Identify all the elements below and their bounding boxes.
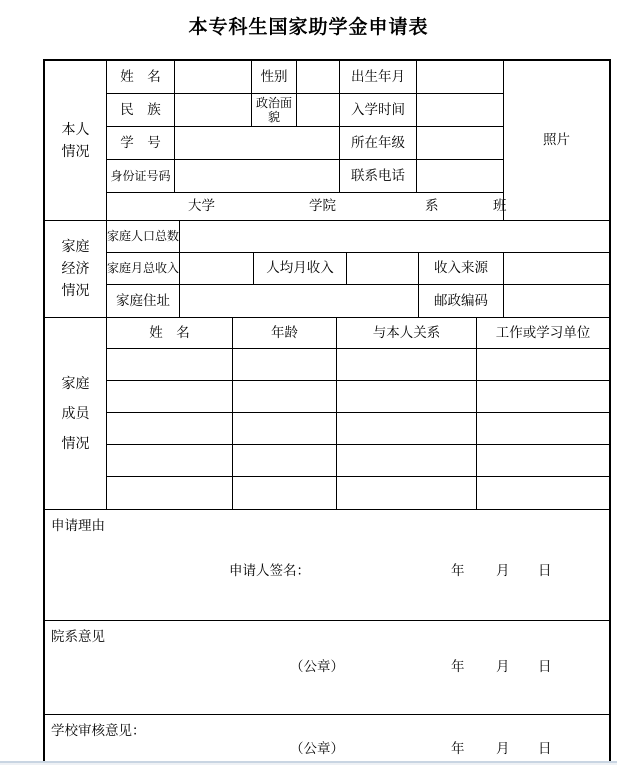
- political-status-label: 政治面貌: [252, 94, 297, 127]
- university-label: 大学: [188, 198, 215, 215]
- member-name-cell[interactable]: [107, 445, 233, 477]
- section-dept-opinion[interactable]: [45, 621, 609, 715]
- member-name-cell[interactable]: [107, 381, 233, 413]
- dept-day-label: 日: [538, 659, 552, 675]
- monthly-income-label: 家庭月总收入: [107, 253, 180, 285]
- income-source-input[interactable]: [504, 253, 609, 285]
- reason-label: 申请理由: [51, 518, 105, 534]
- address-input[interactable]: [180, 285, 419, 317]
- member-relation-cell[interactable]: [337, 381, 477, 413]
- member-age-cell[interactable]: [233, 381, 337, 413]
- member-relation-cell[interactable]: [337, 477, 477, 509]
- section-label-members: 家庭 成员 情况: [45, 318, 107, 509]
- member-relation-cell[interactable]: [337, 349, 477, 381]
- member-age-header: 年龄: [233, 318, 337, 349]
- section-school-opinion[interactable]: [45, 715, 609, 765]
- enroll-date-input[interactable]: [417, 94, 504, 127]
- student-id-input[interactable]: [175, 127, 340, 160]
- photo-area[interactable]: 照片: [543, 132, 570, 149]
- gender-input[interactable]: [297, 61, 340, 94]
- political-status-input[interactable]: [297, 94, 340, 127]
- member-age-cell[interactable]: [233, 413, 337, 445]
- grade-input[interactable]: [417, 127, 504, 160]
- gender-label: 性别: [252, 61, 297, 94]
- dept-month-label: 月: [496, 659, 510, 675]
- member-relation-cell[interactable]: [337, 445, 477, 477]
- income-source-label: 收入来源: [419, 253, 504, 285]
- reason-year-label: 年: [451, 563, 465, 579]
- ethnicity-label: 民 族: [107, 94, 175, 127]
- member-workunit-cell[interactable]: [477, 413, 609, 445]
- phone-input[interactable]: [417, 160, 504, 193]
- student-id-label: 学 号: [107, 127, 175, 160]
- monthly-income-input[interactable]: [180, 253, 254, 285]
- member-workunit-cell[interactable]: [477, 381, 609, 413]
- grade-label: 所在年级: [340, 127, 417, 160]
- birth-date-input[interactable]: [417, 61, 504, 94]
- member-age-cell[interactable]: [233, 477, 337, 509]
- member-relation-cell[interactable]: [337, 413, 477, 445]
- member-name-cell[interactable]: [107, 413, 233, 445]
- household-size-input[interactable]: [180, 221, 609, 253]
- member-workunit-cell[interactable]: [477, 445, 609, 477]
- applicant-signature-label: 申请人签名：: [229, 563, 310, 579]
- member-workunit-cell[interactable]: [477, 349, 609, 381]
- member-relation-header: 与本人关系: [337, 318, 477, 349]
- section-personal: [45, 61, 609, 221]
- member-name-header: 姓 名: [107, 318, 233, 349]
- id-number-label: 身份证号码: [107, 160, 175, 193]
- section-label-personal: 本人 情况: [45, 61, 107, 220]
- school-day-label: 日: [538, 741, 552, 757]
- ethnicity-input[interactable]: [175, 94, 252, 127]
- form-title: 本专科生国家助学金申请表: [188, 16, 429, 38]
- per-capita-income-input[interactable]: [347, 253, 419, 285]
- school-year-label: 年: [451, 741, 465, 757]
- member-name-cell[interactable]: [107, 349, 233, 381]
- enroll-date-label: 入学时间: [340, 94, 417, 127]
- member-workunit-header: 工作或学习单位: [477, 318, 609, 349]
- class-label: 班: [493, 198, 507, 215]
- school-seal-label: （公章）: [290, 741, 344, 757]
- school-month-label: 月: [496, 741, 510, 757]
- reason-month-label: 月: [496, 563, 510, 579]
- section-economy: [45, 221, 609, 318]
- college-label: 学院: [309, 198, 336, 215]
- name-input[interactable]: [175, 61, 252, 94]
- birth-date-label: 出生年月: [340, 61, 417, 94]
- id-number-input[interactable]: [175, 160, 340, 193]
- member-age-cell[interactable]: [233, 349, 337, 381]
- dept-opinion-label: 院系意见: [51, 629, 105, 645]
- postal-code-label: 邮政编码: [419, 285, 504, 317]
- application-form-table: [43, 59, 611, 765]
- per-capita-income-label: 人均月收入: [254, 253, 347, 285]
- phone-label: 联系电话: [340, 160, 417, 193]
- dept-year-label: 年: [451, 659, 465, 675]
- member-age-cell[interactable]: [233, 445, 337, 477]
- address-label: 家庭住址: [107, 285, 180, 317]
- section-reason[interactable]: [45, 510, 609, 621]
- section-members: [45, 318, 609, 510]
- name-label: 姓 名: [107, 61, 175, 94]
- member-workunit-cell[interactable]: [477, 477, 609, 509]
- household-size-label: 家庭人口总数: [107, 221, 180, 253]
- postal-code-input[interactable]: [504, 285, 609, 317]
- reason-day-label: 日: [538, 563, 552, 579]
- school-opinion-label: 学校审核意见：: [51, 723, 146, 739]
- department-label: 系: [425, 198, 439, 215]
- section-label-economy: 家庭 经济 情况: [45, 221, 107, 317]
- dept-seal-label: （公章）: [290, 659, 344, 675]
- member-name-cell[interactable]: [107, 477, 233, 509]
- school-affiliation-row[interactable]: [107, 193, 507, 220]
